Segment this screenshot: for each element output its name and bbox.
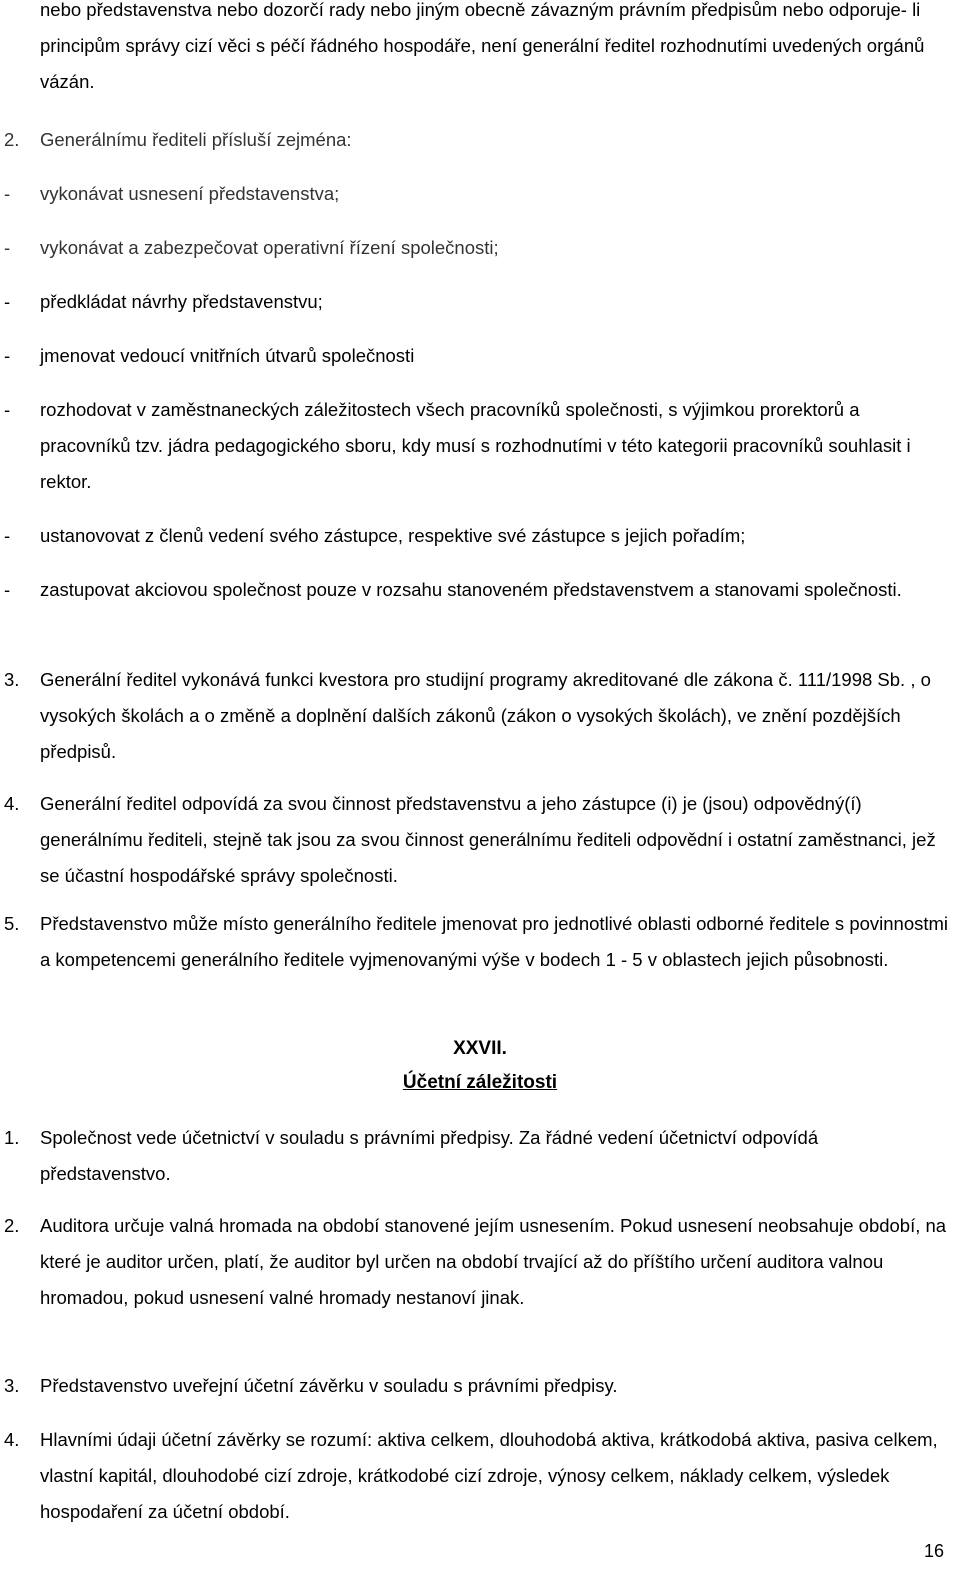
dash-marker: -	[4, 237, 11, 258]
item-number: 2.	[4, 129, 20, 150]
dash-marker: -	[4, 399, 11, 420]
item-text: Generální ředitel odpovídá za svou činnost představenstvu a jeho zástupce (i) je (jsou) odpovědný(í) generálnímu řediteli, stejně tak jsou za svou činnost generálnímu řediteli odpovědní i ostatní zaměstnanci, jež se účastní hospodářské správy společnosti.	[40, 793, 936, 886]
dash-text: rozhodovat v zaměstnaneckých záležitostech všech pracovníků společnosti, s výjimkou prorektorů a pracovníků tzv. jádra pedagogického sboru, kdy musí s rozhodnutími v této kategorii pracovníků souhlasit i rektor.	[40, 399, 911, 492]
page-number: 16	[923, 1541, 944, 1561]
section-title: Účetní záležitosti	[402, 1072, 558, 1093]
dash-text: vykonávat a zabezpečovat operativní řízení společnosti;	[40, 237, 499, 258]
dash-marker: -	[4, 345, 11, 366]
item-number: 3.	[4, 1375, 20, 1396]
intro-text: nebo představenstva nebo dozorčí rady nebo jiným obecně závazným právním předpisům nebo odporuje- li principům správy cizí věci s péčí řádného hospodáře, není generální ředitel rozhodnutími uvedených orgánů vázán.	[40, 0, 925, 92]
dash-text: zastupovat akciovou společnost pouze v rozsahu stanoveném představenstvem a stanovami společnosti.	[40, 579, 902, 600]
dash-text: ustanovovat z členů vedení svého zástupce, respektive své zástupce s jejich pořadím;	[40, 525, 746, 546]
item-text: Auditora určuje valná hromada na období stanovené jejím usnesením. Pokud usnesení neobsahuje období, na které je auditor určen, platí, že auditor byl určen na období trvající až do příštího určení auditora valnou hromadou, pokud usnesení valné hromady nestanoví jinak.	[40, 1215, 947, 1308]
item-number: 5.	[4, 913, 20, 934]
intro-paragraph	[40, 0, 952, 100]
item-number: 4.	[4, 1429, 20, 1450]
item-number: 1.	[4, 1127, 20, 1148]
item-text: Generální ředitel vykonává funkci kvestora pro studijní programy akreditované dle zákona č. 111/1998 Sb. , o vysokých školách a o změně a doplnění dalších zákonů (zákon o vysokých školách), ve znění pozdějších předpisů.	[40, 669, 931, 762]
dash-marker: -	[4, 579, 11, 600]
item-number: 3.	[4, 669, 20, 690]
dash-marker: -	[4, 525, 11, 546]
item-text: Představenstvo může místo generálního ředitele jmenovat pro jednotlivé oblasti odborné ředitele s povinnostmi a kompetencemi generálního ředitele vyjmenovanými výše v bodech 1 - 5 v oblastech jejich působnosti.	[40, 913, 949, 970]
dash-marker: -	[4, 183, 11, 204]
item-text: Hlavními údaji účetní závěrky se rozumí: aktiva celkem, dlouhodobá aktiva, krátkodobá aktiva, pasiva celkem, vlastní kapitál, dlouhodobé cizí zdroje, krátkodobé cizí zdroje, výnosy celkem, náklady celkem, výsledek hospodaření za účetní období.	[40, 1429, 938, 1522]
item-number: 4.	[4, 793, 20, 814]
item-number: 2.	[4, 1215, 20, 1236]
dash-text: předkládat návrhy představenstvu;	[40, 291, 323, 312]
dash-text: jmenovat vedoucí vnitřních útvarů společnosti	[40, 345, 415, 366]
dash-marker: -	[4, 291, 11, 312]
item-text: Představenstvo uveřejní účetní závěrku v souladu s právními předpisy.	[40, 1375, 618, 1396]
item-text: Společnost vede účetnictví v souladu s právními předpisy. Za řádné vedení účetnictví odpovídá představenstvo.	[40, 1127, 819, 1184]
dash-text: vykonávat usnesení představenstva;	[40, 183, 340, 204]
item-text: Generálnímu řediteli přísluší zejména:	[40, 129, 352, 150]
section-number: XXVII.	[453, 1038, 507, 1059]
